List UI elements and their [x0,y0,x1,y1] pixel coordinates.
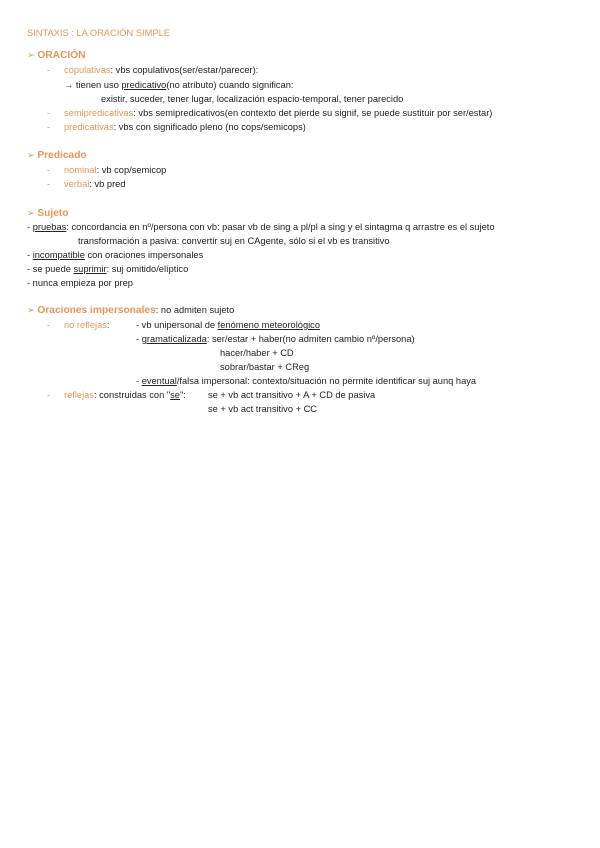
no-reflejas-dash [47,319,50,331]
reflejas-se: se [170,390,180,400]
dash-marker: - [47,108,51,118]
eventual-pre: - [136,376,142,386]
reflejas-text-pre: : construidas con " [93,390,171,400]
reflejas-text-post: ": [179,390,186,400]
reflejas-label [64,389,186,401]
fenomeno-line [136,319,320,331]
impersonales-heading-text: Oraciones impersonales [37,305,156,316]
gramaticalizada-line [136,333,415,345]
gram-pre: - [136,334,142,344]
predicativas-text: : vbs con significado pleno (no cops/semicops) [113,122,306,132]
semipredicativas-dash [47,107,50,119]
bullet-arrow-icon: ➢ [27,208,35,218]
fenomeno-term: fenómeno meteorológico [217,320,321,330]
bullet-arrow-icon: ➢ [27,50,35,60]
suprimir-term: suprimir [73,264,107,274]
oracion-heading-text: ORACIÓN [37,50,86,61]
copulativas-text: : vbs copulativos(ser/estar/parecer): [110,65,259,75]
eventual-term: eventual [141,376,177,386]
gram-line3: sobrar/bastar + CReg [220,362,310,372]
impersonales-heading [27,304,234,317]
predicativo-term: predicativo [121,80,167,90]
page-title [27,27,170,39]
predicativo-post: (no atributo) cuando significan: [166,80,294,90]
predicativas-term: predicativas [64,122,114,132]
nominal-line [64,164,166,176]
incompatible-term: incompatible [32,250,85,260]
gram-line2: hacer/haber + CD [220,348,294,358]
copulativas-line [47,64,50,76]
predicativas-line [64,121,306,133]
verbal-dash [47,178,50,190]
incompatible-text: con oraciones impersonales [84,250,204,260]
verbal-term: verbal [64,179,90,189]
impersonales-heading-suffix: : no admiten sujeto [155,305,235,315]
predicativas-dash [47,121,50,133]
nominal-text: : vb cop/semicop [96,165,167,175]
predicativo-line [64,79,293,91]
predicado-heading-text: Predicado [37,150,87,161]
reflejas-line1: se + vb act transitivo + A + CD de pasiva [208,390,376,400]
reflejas-term: reflejas [64,390,94,400]
predicativo-pre: tienen uso [73,80,122,90]
suprimir-line [27,263,188,275]
sujeto-heading-text: Sujeto [37,208,69,219]
pruebas-text: : concordancia en nº/persona con vb: pasar vb de sing a pl/pl a sing y el sintagma q arrastre es el sujeto [66,222,495,232]
semipredicativas-text: : vbs semipredicativos(en contexto det pierde su signif, se puede sustituir por ser/estar) [133,108,493,118]
no-reflejas-colon: : [106,320,110,330]
copulativas-text-line [64,64,258,76]
suprimir-pre: - se puede [27,264,74,274]
bullet-arrow-icon: ➢ [27,305,35,315]
sujeto-heading [27,207,69,220]
oracion-heading [27,49,86,62]
gram-term: gramaticalizada [141,334,207,344]
gram-text: : ser/estar + haber(no admiten cambio nº/persona) [206,334,415,344]
predicativo-meanings: existir, suceder, tener lugar, localización espacio-temporal, tener parecido [101,94,404,104]
fenomeno-pre: - vb unipersonal de [136,320,218,330]
title-prefix: SINTAXIS : [27,28,77,38]
predicado-heading [27,149,87,162]
no-reflejas-label [64,319,110,331]
dash-marker: - [47,165,51,175]
verbal-line [64,178,126,190]
dash-marker: - [47,320,51,330]
copulativas-term: copulativas [64,65,111,75]
semipredicativas-term: semipredicativas [64,108,134,118]
pruebas-term: pruebas [32,222,67,232]
nunca-line: - nunca empieza por prep [27,278,133,288]
nominal-term: nominal [64,165,97,175]
eventual-line [136,375,476,387]
eventual-text: /falsa impersonal: contexto/situación no permite identificar suj aunq haya [176,376,477,386]
no-reflejas-term: no reflejas [64,320,107,330]
reflejas-dash [47,389,50,401]
dash-marker: - [47,122,51,132]
bullet-arrow-icon: ➢ [27,150,35,160]
pruebas-pre: - [27,222,33,232]
verbal-text: : vb pred [89,179,126,189]
pruebas-line [27,221,495,233]
nominal-dash [47,164,50,176]
right-arrow-icon: → [64,80,74,90]
semipredicativas-line [64,107,492,119]
incompatible-line [27,249,203,261]
dash-marker: - [47,390,51,400]
dash-marker: - [47,179,51,189]
suprimir-text: : suj omitido/elíptico [106,264,189,274]
reflejas-line2: se + vb act transitivo + CC [208,404,318,414]
incompatible-pre: - [27,250,33,260]
dash-marker: - [47,65,51,75]
pruebas-line2: transformación a pasiva: convertir suj en CAgente, sólo si el vb es transitivo [78,236,390,246]
title-main: LA ORACIÓN SIMPLE [76,28,170,38]
